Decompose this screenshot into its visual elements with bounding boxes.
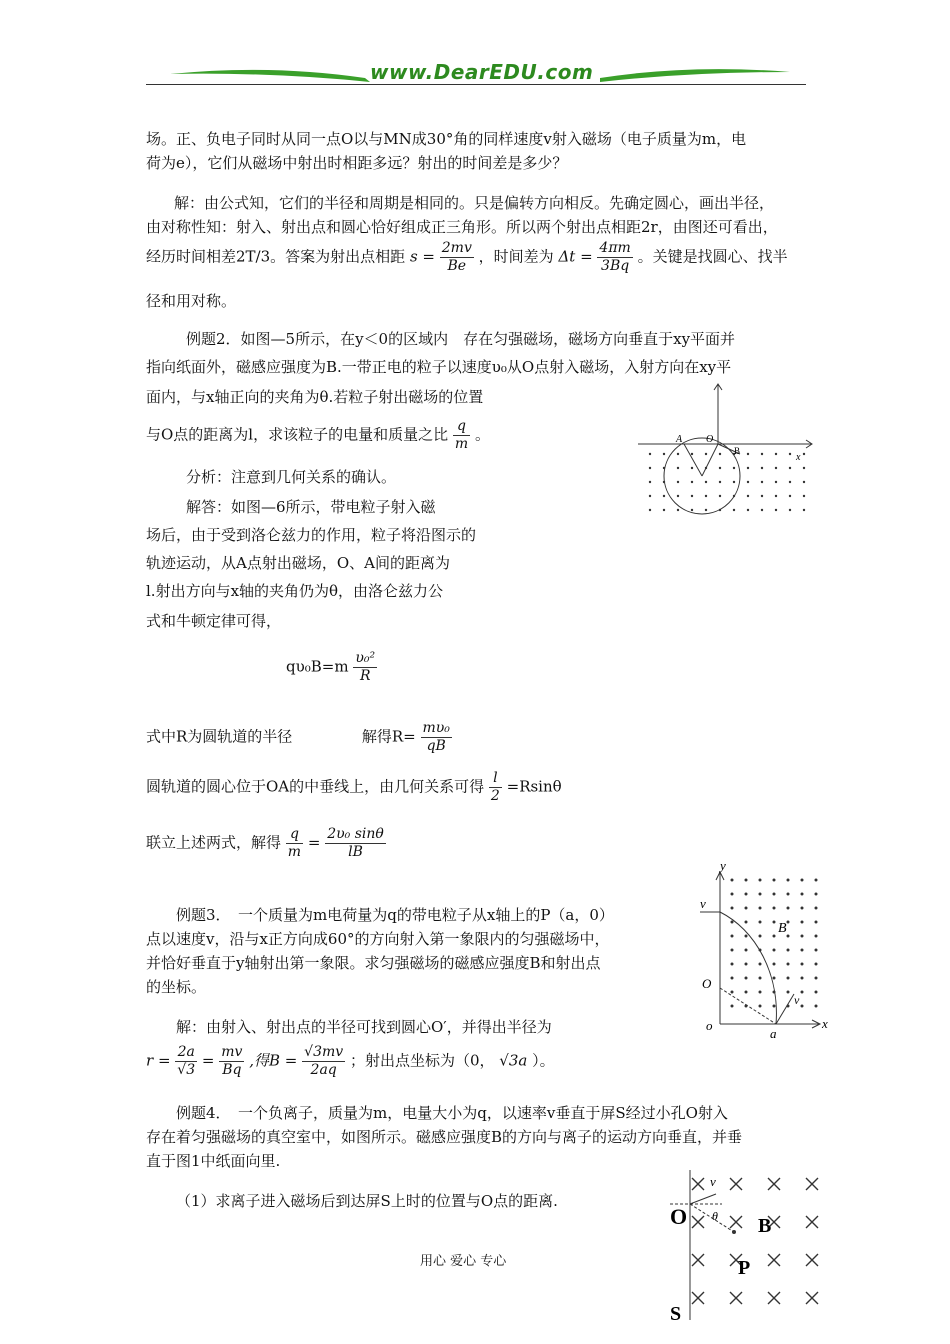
field-dot (677, 467, 679, 469)
field-dot (745, 879, 748, 882)
field-dot (775, 467, 777, 469)
field-dot (649, 509, 651, 511)
field-dot (787, 893, 790, 896)
field-dot (731, 991, 734, 994)
field-dot (719, 467, 721, 469)
fraction-r1 (175, 1044, 197, 1079)
field-dot (801, 991, 804, 994)
field-dot (789, 509, 791, 511)
field-dot (787, 963, 790, 966)
field-dot (731, 963, 734, 966)
field-dot (691, 509, 693, 511)
label-o: O (706, 434, 714, 445)
frac-den: 3Bq (601, 257, 630, 274)
field-dot (691, 495, 693, 497)
text-segment: 圆轨道的圆心位于OA的中垂线上，由几何关系可得 (146, 777, 485, 796)
radius-line (702, 444, 718, 476)
text-line: 直于图1中纸面向里. (146, 1152, 281, 1170)
field-dot (773, 907, 776, 910)
text-line: 由对称性知：射入、射出点和圆心恰好组成正三角形。所以两个射出点相距2r，由图还可看出， (146, 218, 778, 236)
header-rule (146, 84, 806, 85)
frac-den: m (287, 843, 302, 860)
field-dot (759, 1005, 762, 1008)
label-a: A (676, 434, 683, 445)
text-line: 并恰好垂直于y轴射出第一象限。求匀强磁场的磁感应强度B和射出点 (146, 954, 601, 972)
frac-num: √3mv (304, 1044, 344, 1060)
frac-num: q (453, 418, 470, 436)
field-dot (747, 481, 749, 483)
fraction-B (302, 1044, 345, 1079)
frac-num: 4πm (599, 240, 631, 256)
field-dot (745, 963, 748, 966)
field-dot (759, 991, 762, 994)
frac-num: q (286, 826, 303, 844)
label-x: x (822, 1016, 828, 1031)
field-dot (803, 495, 805, 497)
field-dot (773, 893, 776, 896)
field-dot (815, 893, 818, 896)
field-dot (775, 481, 777, 483)
fraction-r2 (219, 1044, 244, 1079)
field-dot (745, 949, 748, 952)
text-line: 的坐标。 (146, 978, 207, 996)
text-line: 指向纸面外，磁感应强度为B.一带正电的粒子以速度υ₀从O点射入磁场，入射方向在xy平 (146, 358, 732, 376)
field-dot (745, 935, 748, 938)
frac-num: mv (221, 1044, 243, 1060)
field-dot (759, 963, 762, 966)
field-dot (733, 467, 735, 469)
formula-lhs: Δt = (558, 247, 593, 266)
frac-den: Bq (222, 1061, 242, 1078)
field-cross (806, 1178, 818, 1190)
fraction-qm (453, 418, 470, 453)
figure-example4 (664, 1166, 834, 1324)
field-cross (730, 1292, 742, 1304)
formula-line (146, 770, 562, 805)
text-line: 面内，与x轴正向的夹角为θ.若粒子射出磁场的位置 (146, 388, 484, 406)
frac-num: 2mv (441, 240, 472, 256)
field-dot (731, 949, 734, 952)
field-dot (815, 907, 818, 910)
frac-den: 2aq (310, 1061, 337, 1078)
trajectory-arc (720, 912, 776, 1024)
field-dot (745, 977, 748, 980)
field-dot (815, 963, 818, 966)
text-segment: ,得B = (249, 1051, 298, 1070)
formula-line (286, 650, 377, 685)
field-dot (815, 949, 818, 952)
field-dot (801, 907, 804, 910)
field-dot (801, 963, 804, 966)
text-line: l.射出方向与x轴的夹角仍为θ，由洛仑兹力公 (146, 582, 444, 600)
fraction-R (421, 720, 452, 755)
field-dot (731, 935, 734, 938)
field-dot (789, 495, 791, 497)
fraction-s (440, 240, 474, 275)
figure-example3 (696, 858, 836, 1040)
frac-den: 2 (490, 787, 500, 804)
text-line: 场。正、负电子同时从同一点O以与MN成30°角的同样速度v射入磁场（电子质量为m，电 (146, 130, 747, 148)
text-segment: ；射出点坐标为（0， (349, 1051, 495, 1070)
field-dot (745, 921, 748, 924)
field-dot (731, 977, 734, 980)
field-dot (815, 1005, 818, 1008)
text-line: 式和牛顿定律可得， (146, 612, 282, 630)
field-dot (677, 481, 679, 483)
frac-den: Be (447, 257, 467, 274)
frac-den: qB (426, 737, 446, 754)
text-line: 例题4． 一个负离子，质量为m，电量大小为q，以速率v垂直于屏S经过小孔O射入 (176, 1104, 728, 1122)
frac-den: √3 (177, 1061, 196, 1078)
site-logo: www.DearEDU.com (370, 60, 594, 84)
field-dot (773, 921, 776, 924)
field-dot (815, 991, 818, 994)
field-dot (759, 907, 762, 910)
frac-den: R (359, 667, 371, 684)
text-line: 解：由射入、射出点的半径可找到圆心O′，并得出半径为 (176, 1018, 552, 1036)
field-dot (745, 893, 748, 896)
text-line: 存在着匀强磁场的真空室中，如图所示。磁感应强度B的方向与离子的运动方向垂直，并垂 (146, 1128, 743, 1146)
formula-lhs: s = (409, 247, 435, 266)
text-segment: 解得R= (361, 727, 416, 746)
field-cross (768, 1178, 780, 1190)
field-dot (747, 495, 749, 497)
field-cross (730, 1216, 742, 1228)
fraction-v2 (353, 650, 377, 685)
text-segment: ，时间差为 (478, 247, 554, 266)
field-cross (806, 1254, 818, 1266)
velocity-arrow (690, 1194, 716, 1204)
field-dot (759, 921, 762, 924)
field-dot (719, 495, 721, 497)
frac-den: m (454, 435, 469, 452)
field-dot (803, 453, 805, 455)
field-dots (649, 453, 805, 511)
field-dot (759, 977, 762, 980)
field-dot (773, 977, 776, 980)
field-dot (815, 921, 818, 924)
field-dot (747, 453, 749, 455)
text-line: 解答：如图—6所示，带电粒子射入磁 (186, 498, 436, 516)
text-segment: =Rsinθ (506, 777, 562, 796)
field-dot (773, 963, 776, 966)
field-cross (692, 1216, 704, 1228)
field-dot (761, 509, 763, 511)
field-dot (745, 907, 748, 910)
field-dot (705, 453, 707, 455)
label-S: S (670, 1303, 682, 1324)
field-dot (691, 481, 693, 483)
fraction-res (325, 826, 386, 861)
field-dot (773, 879, 776, 882)
text-line: （1）求离子进入磁场后到达屏S上时的位置与O点的距离. (176, 1192, 558, 1210)
field-dot (801, 1005, 804, 1008)
page-footer: 用心 爱心 专心 (420, 1254, 507, 1269)
field-dot (677, 495, 679, 497)
figure-example2 (636, 382, 816, 522)
fraction-l2 (489, 770, 502, 805)
label-P: P (738, 1257, 751, 1279)
field-dot (731, 893, 734, 896)
frac-num: 2υ₀ sinθ (327, 826, 384, 842)
field-dot (801, 879, 804, 882)
text-segment: 经历时间相差2T/3。答案为射出点相距 (146, 247, 406, 266)
field-dot (733, 509, 735, 511)
field-dot (663, 453, 665, 455)
label-B: B (778, 921, 787, 936)
label-a: a (770, 1026, 777, 1040)
field-dot (663, 495, 665, 497)
formula-lhs: r = (146, 1051, 171, 1070)
field-cross (806, 1216, 818, 1228)
field-dot (759, 935, 762, 938)
field-dot (787, 977, 790, 980)
field-dot (691, 467, 693, 469)
label-x: x (796, 452, 801, 463)
formula-line (146, 826, 386, 861)
text-line: 例题3． 一个质量为m电荷量为q的带电粒子从x轴上的P（a，0） (176, 906, 614, 924)
field-dot (773, 935, 776, 938)
label-origin: o (706, 1018, 713, 1033)
label-b: B (734, 446, 741, 456)
field-dot (731, 921, 734, 924)
field-dot (691, 453, 693, 455)
text-segment: 式中R为圆轨道的半径 (146, 727, 293, 746)
field-cross (692, 1178, 704, 1190)
formula-line (146, 240, 788, 275)
field-dot (747, 509, 749, 511)
field-dot (731, 879, 734, 882)
text-segment: √3a (499, 1051, 528, 1070)
text-segment: 联立上述两式，解得 (146, 833, 282, 852)
field-dot (649, 495, 651, 497)
text-line: 分析：注意到几何关系的确认。 (186, 468, 397, 486)
field-dot (801, 893, 804, 896)
label-v-top: v (700, 896, 706, 911)
field-dot (789, 467, 791, 469)
frac-num: l (489, 770, 502, 788)
radius-dashed (720, 988, 776, 1024)
text-segment: qυ₀B=m (286, 657, 349, 676)
field-dot (787, 949, 790, 952)
field-dot (787, 907, 790, 910)
field-cross (692, 1254, 704, 1266)
text-line: 解：由公式知，它们的半径和周期是相同的。只是偏转方向相反。先确定圆心，画出半径， (174, 194, 775, 212)
logo-swoosh (170, 64, 790, 86)
field-dot (815, 977, 818, 980)
field-dot (733, 481, 735, 483)
field-cross (806, 1292, 818, 1304)
field-dot (677, 509, 679, 511)
field-dot (649, 481, 651, 483)
field-dot (801, 921, 804, 924)
text-line: 径和用对称。 (146, 292, 237, 310)
field-dot (815, 935, 818, 938)
text-line: 荷为e），它们从磁场中射出时相距多远？射出的时间差是多少？ (146, 154, 568, 172)
field-cross (692, 1292, 704, 1304)
field-cross (768, 1254, 780, 1266)
text-line: 点以速度v，沿与x正方向成60°的方向射入第一象限内的匀强磁场中， (146, 930, 610, 948)
label-B: B (758, 1215, 772, 1237)
field-dot (761, 495, 763, 497)
field-dot (803, 509, 805, 511)
field-dot (773, 1005, 776, 1008)
formula-line: 与O点的距离为l，求该粒子的电量和质量之比 $\frac{q}{m}$ 。 (146, 418, 490, 452)
field-cross (730, 1178, 742, 1190)
text-line: 轨迹运动，从A点射出磁场，O、A间的距离为 (146, 554, 450, 572)
field-dot (731, 1005, 734, 1008)
frac-num: mυ₀ (422, 720, 450, 736)
field-dot (789, 481, 791, 483)
field-dot (745, 991, 748, 994)
label-theta: θ (712, 1209, 718, 1223)
field-cross (768, 1292, 780, 1304)
field-dot (801, 935, 804, 938)
formula-line (146, 1044, 555, 1079)
frac-num: 2a (175, 1044, 197, 1062)
field-dot (787, 935, 790, 938)
fraction-t (597, 240, 632, 275)
field-dot (787, 991, 790, 994)
text-segment: ）。 (532, 1051, 555, 1070)
frac-den: lB (348, 843, 363, 860)
field-dot (801, 949, 804, 952)
field-dot (775, 495, 777, 497)
radius-line (684, 444, 702, 476)
field-dot (731, 907, 734, 910)
field-dot (803, 481, 805, 483)
field-dot (775, 509, 777, 511)
field-dot (775, 453, 777, 455)
field-dot (789, 453, 791, 455)
formula-line (146, 720, 452, 755)
label-O: O (670, 1204, 688, 1229)
label-v: v (710, 1174, 716, 1189)
field-dot (759, 879, 762, 882)
frac-num: υ₀² (355, 650, 376, 666)
field-dot (705, 481, 707, 483)
field-dot (761, 481, 763, 483)
field-dot (705, 495, 707, 497)
field-dot (787, 879, 790, 882)
field-crosses (692, 1178, 818, 1304)
text-line: 例题2．如图—5所示，在y＜0的区域内 存在匀强磁场，磁场方向垂直于xy平面并 (186, 330, 736, 348)
text-segment: 。关键是找圆心、找半 (637, 247, 788, 266)
text-segment: 与O点的距离为l，求该粒子的电量和质量之比 (146, 425, 449, 444)
field-dot (677, 453, 679, 455)
field-dot (773, 949, 776, 952)
text-segment: = (201, 1051, 215, 1070)
label-O-prime: O (702, 976, 712, 991)
field-dot (649, 467, 651, 469)
text-line: 场后，由于受到洛仑兹力的作用，粒子将沿图示的 (146, 526, 477, 544)
field-dot (803, 467, 805, 469)
field-dot (761, 453, 763, 455)
field-dot (663, 509, 665, 511)
field-dot (787, 921, 790, 924)
field-dot (815, 879, 818, 882)
entry-velocity-arrow (776, 994, 794, 1024)
field-dot (719, 481, 721, 483)
field-dot (705, 509, 707, 511)
field-dot (801, 977, 804, 980)
label-v-bottom: v (794, 993, 800, 1007)
field-dot (761, 467, 763, 469)
label-y: y (720, 858, 726, 873)
field-dot (759, 893, 762, 896)
field-dot (747, 467, 749, 469)
text-segment: = (307, 833, 321, 852)
point-marker (732, 1230, 736, 1234)
field-dot (719, 453, 721, 455)
fraction-res-qm (286, 826, 303, 861)
field-dot (649, 453, 651, 455)
